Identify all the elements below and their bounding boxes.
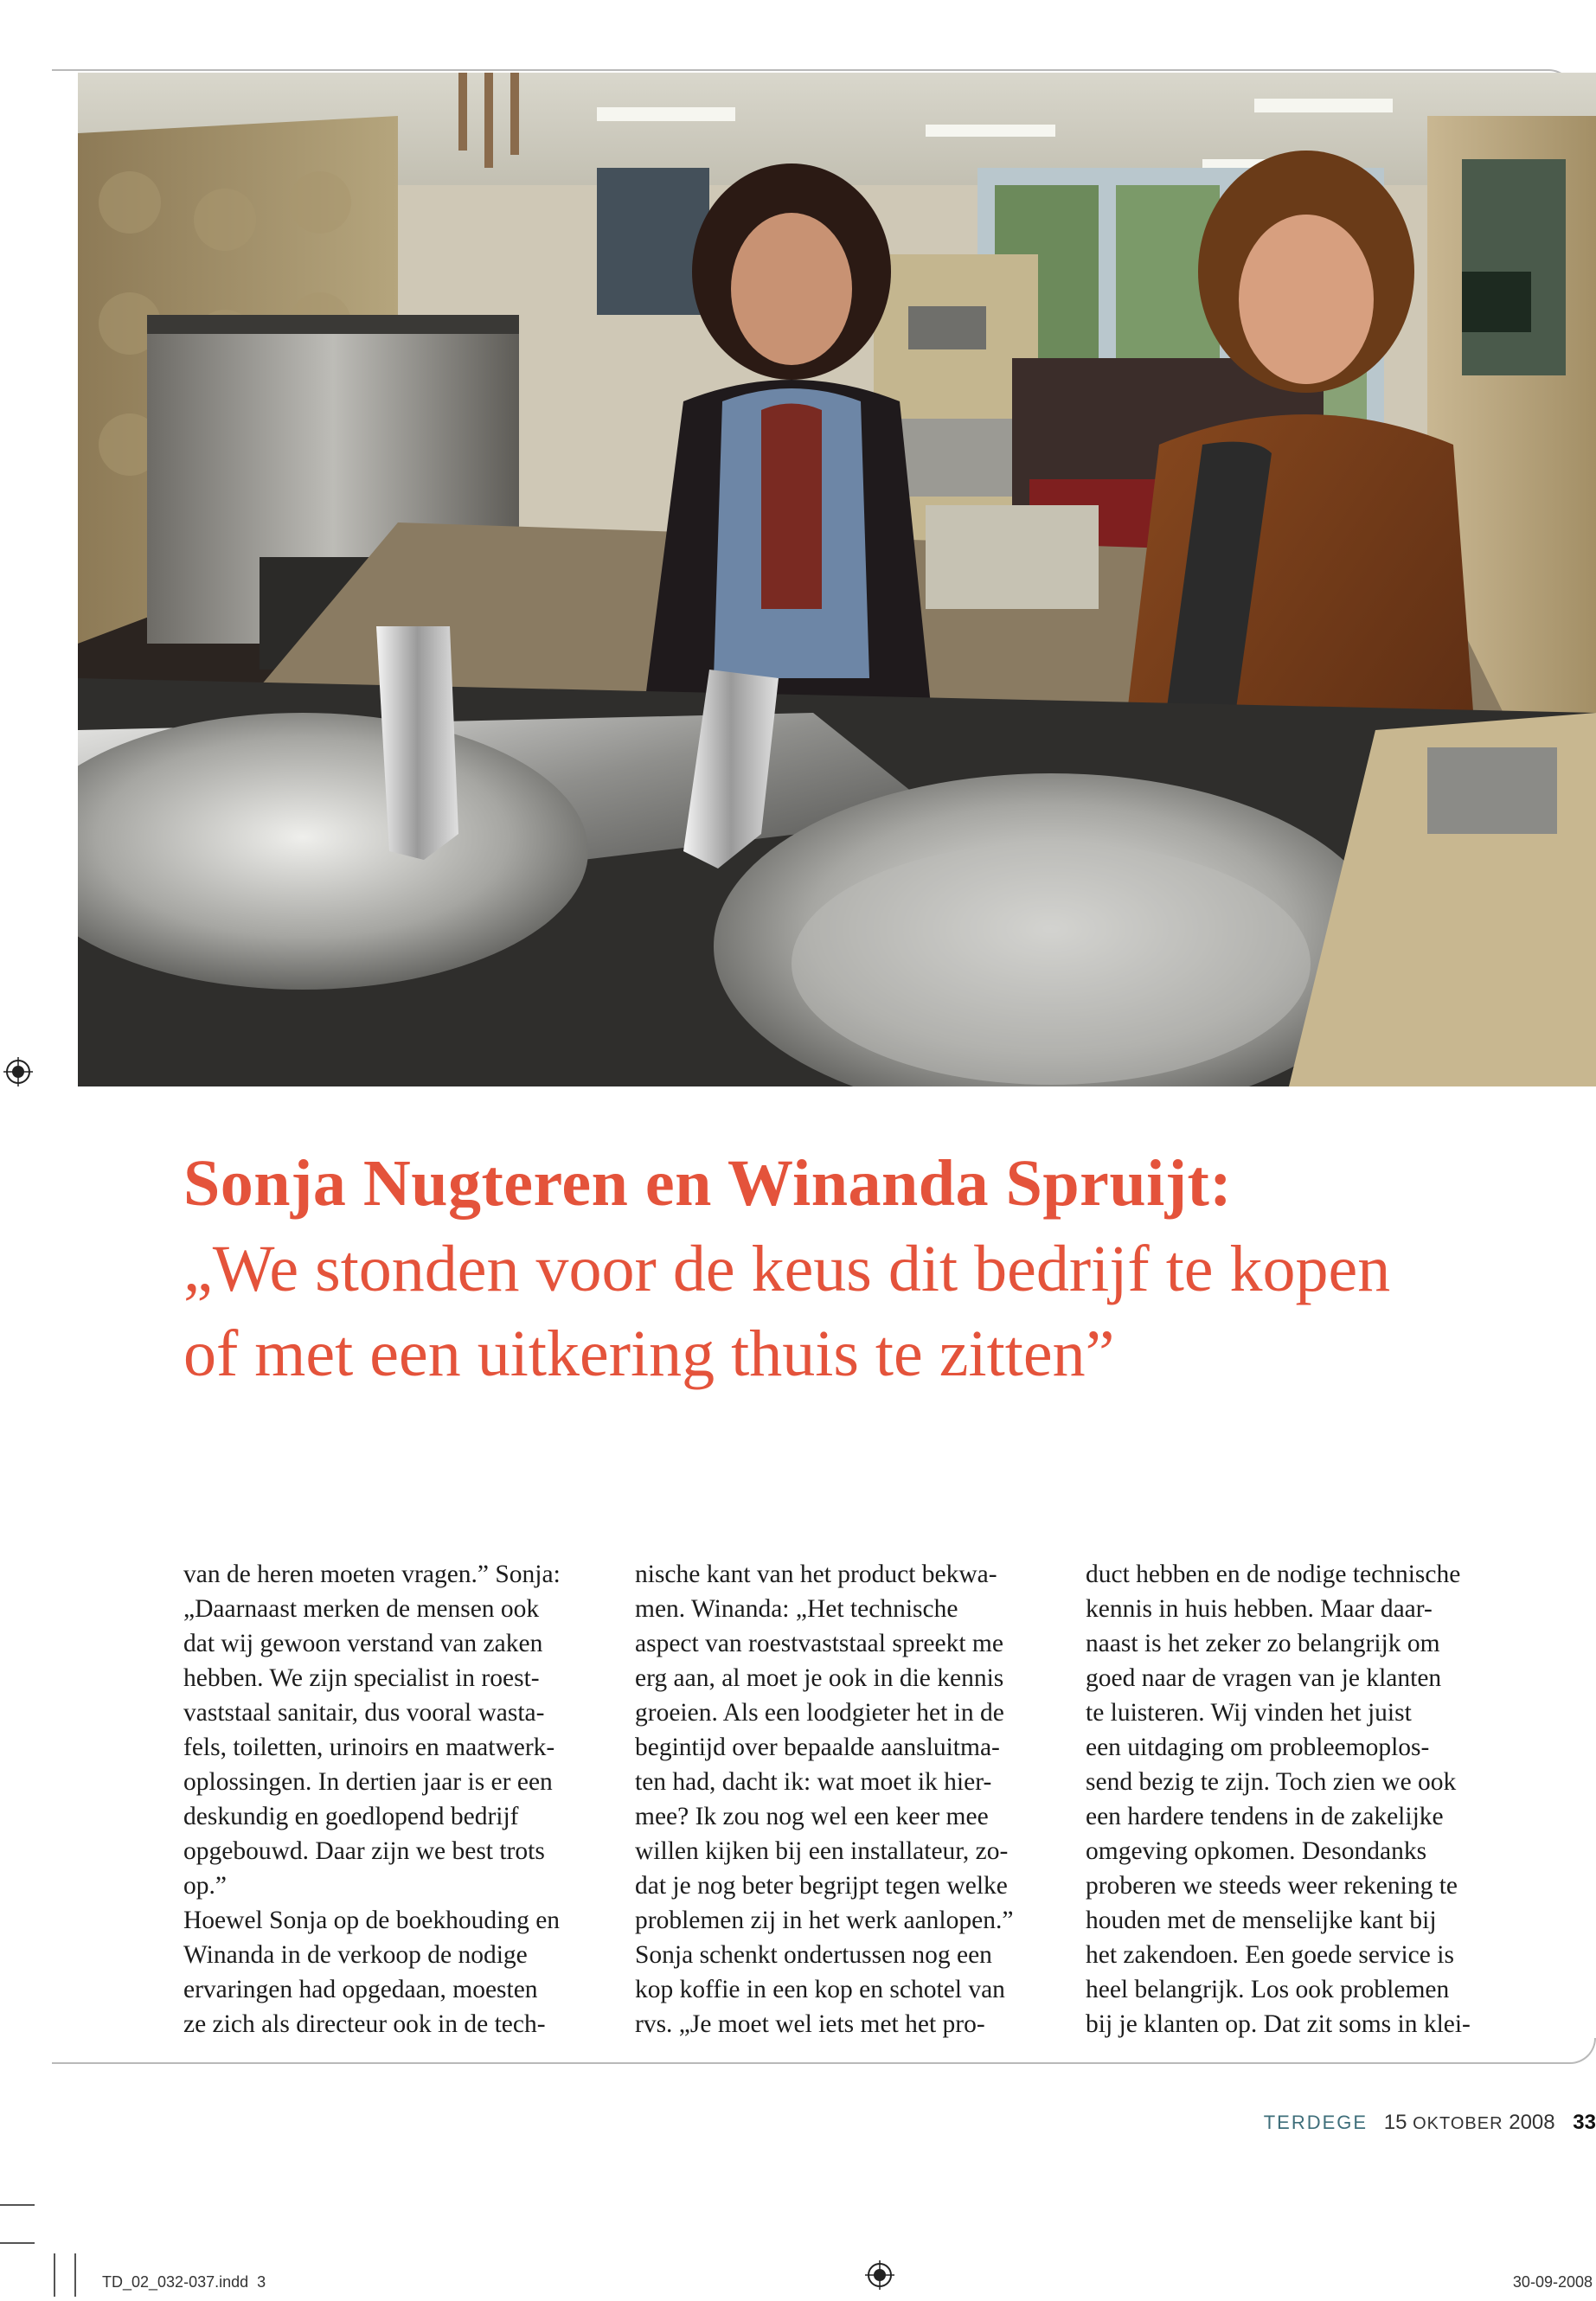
text-line: dat je nog beter begrijpt tegen welke: [635, 1872, 1008, 1900]
article-body: [183, 1557, 1516, 2041]
text-line: houden met de menselijke kant bij: [1086, 1907, 1437, 1934]
article-headline: [183, 1140, 1567, 1396]
crop-mark: [54, 2253, 55, 2297]
text-column-2: [635, 1557, 1067, 2041]
text-line: erg aan, al moet je ook in die kennis: [635, 1664, 1004, 1692]
text-line: opgebouwd. Daar zijn we best trots: [183, 1837, 545, 1865]
text-line: het zakendoen. Een goede service is: [1086, 1941, 1454, 1969]
text-line: begintijd over bepaalde aansluitma-: [635, 1734, 1000, 1761]
print-slug: [102, 2273, 266, 2291]
print-slug-date: 30-09-2008: [1512, 2273, 1593, 2291]
text-line: op.”: [183, 1872, 227, 1900]
text-line: een hardere tendens in de zakelijke: [1086, 1803, 1444, 1830]
text-line: van de heren moeten vragen.” Sonja:: [183, 1561, 561, 1588]
text-line: omgeving opkomen. Desondanks: [1086, 1837, 1427, 1865]
text-line: willen kijken bij een installateur, zo-: [635, 1837, 1009, 1865]
slug-file: TD_02_032-037.indd: [102, 2273, 249, 2291]
text-line: bij je klanten op. Dat zit soms in klei-: [1086, 2010, 1471, 2038]
text-line: nische kant van het product bekwa-: [635, 1561, 997, 1588]
issue-month: OKTOBER: [1413, 2114, 1503, 2133]
bottom-rule: [52, 2038, 1596, 2064]
text-line: ervaringen had opgedaan, moesten: [183, 1976, 538, 2003]
page-number: 33: [1573, 2111, 1596, 2134]
text-line: send bezig te zijn. Toch zien we ook: [1086, 1768, 1457, 1796]
text-line: „Daarnaast merken de mensen ook: [183, 1595, 540, 1623]
text-line: fels, toiletten, urinoirs en maatwerk-: [183, 1734, 555, 1761]
text-line: deskundig en goedlopend bedrijf: [183, 1803, 519, 1830]
text-line: groeien. Als een loodgieter het in de: [635, 1699, 1004, 1727]
registration-mark-icon: [3, 1057, 33, 1086]
text-line: problemen zij in het werk aanlopen.”: [635, 1907, 1014, 1934]
text-line: een uitdaging om probleemoplos-: [1086, 1734, 1430, 1761]
text-line: ze zich als directeur ook in de tech-: [183, 2010, 546, 2038]
text-line: ten had, dacht ik: wat moet ik hier-: [635, 1768, 992, 1796]
text-line: goed naar de vragen van je klanten: [1086, 1664, 1442, 1692]
issue-year: 2008: [1509, 2111, 1555, 2134]
headline-quote-line: „We stonden voor de keus dit bedrijf te kopen: [183, 1233, 1391, 1305]
text-line: proberen we steeds weer rekening te: [1086, 1872, 1458, 1900]
page-footer: [1264, 2111, 1596, 2135]
text-line: hebben. We zijn specialist in roest-: [183, 1664, 540, 1692]
headline-quote: [183, 1227, 1567, 1396]
text-line: kop koffie in een kop en schotel van: [635, 1976, 1005, 2003]
text-line: mee? Ik zou nog wel een keer mee: [635, 1803, 989, 1830]
text-line: heel belangrijk. Los ook problemen: [1086, 1976, 1450, 2003]
text-column-3: [1086, 1557, 1518, 2041]
issue-date: [1384, 2111, 1561, 2134]
text-line: Hoewel Sonja op de boekhouding en: [183, 1907, 561, 1934]
text-line: duct hebben en de nodige technische: [1086, 1561, 1461, 1588]
text-line: aspect van roestvaststaal spreekt me: [635, 1630, 1003, 1657]
text-line: men. Winanda: „Het technische: [635, 1595, 958, 1623]
text-line: Winanda in de verkoop de nodige: [183, 1941, 528, 1969]
text-line: rvs. „Je moet wel iets met het pro-: [635, 2010, 985, 2038]
crop-mark: [0, 2204, 35, 2206]
text-line: Sonja schenkt ondertussen nog een: [635, 1941, 992, 1969]
issue-day: 15: [1383, 2111, 1407, 2134]
headline-quote-line: of met een uitkering thuis te zitten”: [183, 1317, 1115, 1390]
text-line: te luisteren. Wij vinden het juist: [1086, 1699, 1412, 1727]
article-photo: [78, 73, 1596, 1086]
registration-mark-icon: [865, 2260, 894, 2290]
text-line: dat wij gewoon verstand van zaken: [183, 1630, 543, 1657]
text-line: oplossingen. In dertien jaar is er een: [183, 1768, 553, 1796]
slug-page: 3: [257, 2273, 266, 2291]
text-column-1: [183, 1557, 616, 2041]
text-line: vaststaal sanitair, dus vooral wasta-: [183, 1699, 545, 1727]
headline-names: Sonja Nugteren en Winanda Spruijt:: [183, 1147, 1233, 1220]
crop-mark: [74, 2253, 76, 2297]
magazine-name: TERDEGE: [1263, 2112, 1368, 2133]
text-line: naast is het zeker zo belangrijk om: [1086, 1630, 1440, 1657]
text-line: kennis in huis hebben. Maar daar-: [1086, 1595, 1433, 1623]
crop-mark: [0, 2242, 35, 2244]
